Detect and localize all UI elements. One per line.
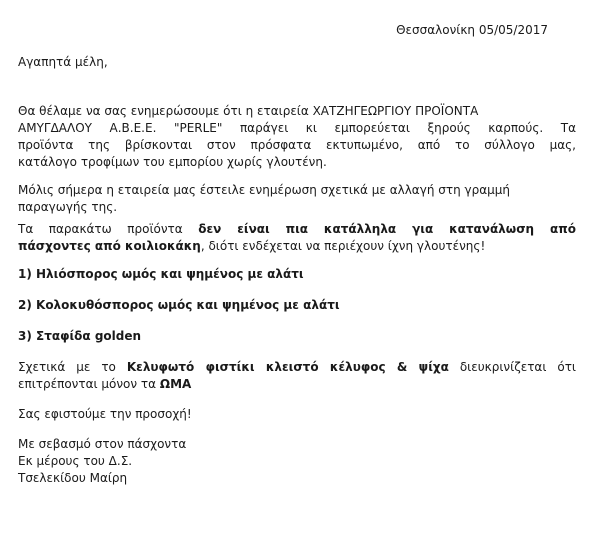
signature-line-2: Εκ μέρους του Δ.Σ. xyxy=(18,454,133,468)
pistachio-suffix: διευκρινίζεται ότι xyxy=(448,360,576,374)
list-item-1 xyxy=(18,266,304,282)
pistachio-prefix: Σχετικά με το xyxy=(18,360,127,374)
greeting: Αγαπητά μέλη, xyxy=(18,55,108,69)
pistachio-line-2 xyxy=(18,376,191,392)
warning-bold-2: πάσχοντες από κοιλιοκάκη xyxy=(18,239,201,253)
pistachio-line2-bold: ΩΜΑ xyxy=(159,377,192,391)
item-number: 2) xyxy=(18,298,37,312)
signature-line-1: Με σεβασμό στον πάσχοντα xyxy=(18,437,187,451)
place-date: Θεσσαλονίκη 05/05/2017 xyxy=(396,23,548,37)
item-text: Κολοκυθόσπορος ωμός και ψημένος με αλάτι xyxy=(36,298,340,312)
intro-line-3: προϊόντα της βρίσκονται στον πρόσφατα εκτυπωμένο, από το σύλλογο μας, xyxy=(18,138,576,152)
warning-bold-1: δεν είναι πια κατάλληλα για κατανάλωση από xyxy=(198,222,576,236)
pistachio-line-1 xyxy=(18,359,576,375)
pistachio-line2-prefix: επιτρέπονται μόνον τα xyxy=(18,377,160,391)
signature-line-3: Τσελεκίδου Μαίρη xyxy=(18,471,128,485)
pistachio-bold: Κελυφωτό φιστίκι κλειστό κέλυφος & ψίχα xyxy=(126,360,449,374)
intro-line-2: ΑΜΥΓΔΑΛΟΥ Α.Β.Ε.Ε. "PERLE" παράγει κι εμπορεύεται ξηρούς καρπούς. Τα xyxy=(18,121,576,135)
list-item-2 xyxy=(18,297,340,313)
item-text: Σταφίδα golden xyxy=(36,329,142,343)
warning-prefix: Τα παρακάτω προϊόντα xyxy=(18,222,199,236)
update-line-1: Μόλις σήμερα η εταιρεία μας έστειλε ενημέρωση σχετικά με αλλαγή στη γραμμή xyxy=(18,183,510,197)
update-line-2: παραγωγής της. xyxy=(18,200,118,214)
list-item-3 xyxy=(18,328,141,344)
warning-line-1 xyxy=(18,221,576,237)
item-text: Ηλιόσπορος ωμός και ψημένος με αλάτι xyxy=(36,267,304,281)
item-number: 3) xyxy=(18,329,37,343)
attention-note: Σας εφιστούμε την προσοχή! xyxy=(18,407,192,421)
intro-line-1 xyxy=(18,103,576,119)
intro-line-4: κατάλογο τροφίμων του εμπορίου χωρίς γλουτένη. xyxy=(18,155,327,169)
item-number: 1) xyxy=(18,267,37,281)
intro-text-1: Θα θέλαμε να σας ενημερώσουμε ότι η εταιρεία ΧΑΤΖΗΓΕΩΡΓΙΟΥ ΠΡΟΪΟΝΤΑ xyxy=(18,104,479,118)
warning-line-2 xyxy=(18,238,485,254)
warning-suffix: , διότι ενδέχεται να περιέχουν ίχνη γλουτένης! xyxy=(200,239,486,253)
